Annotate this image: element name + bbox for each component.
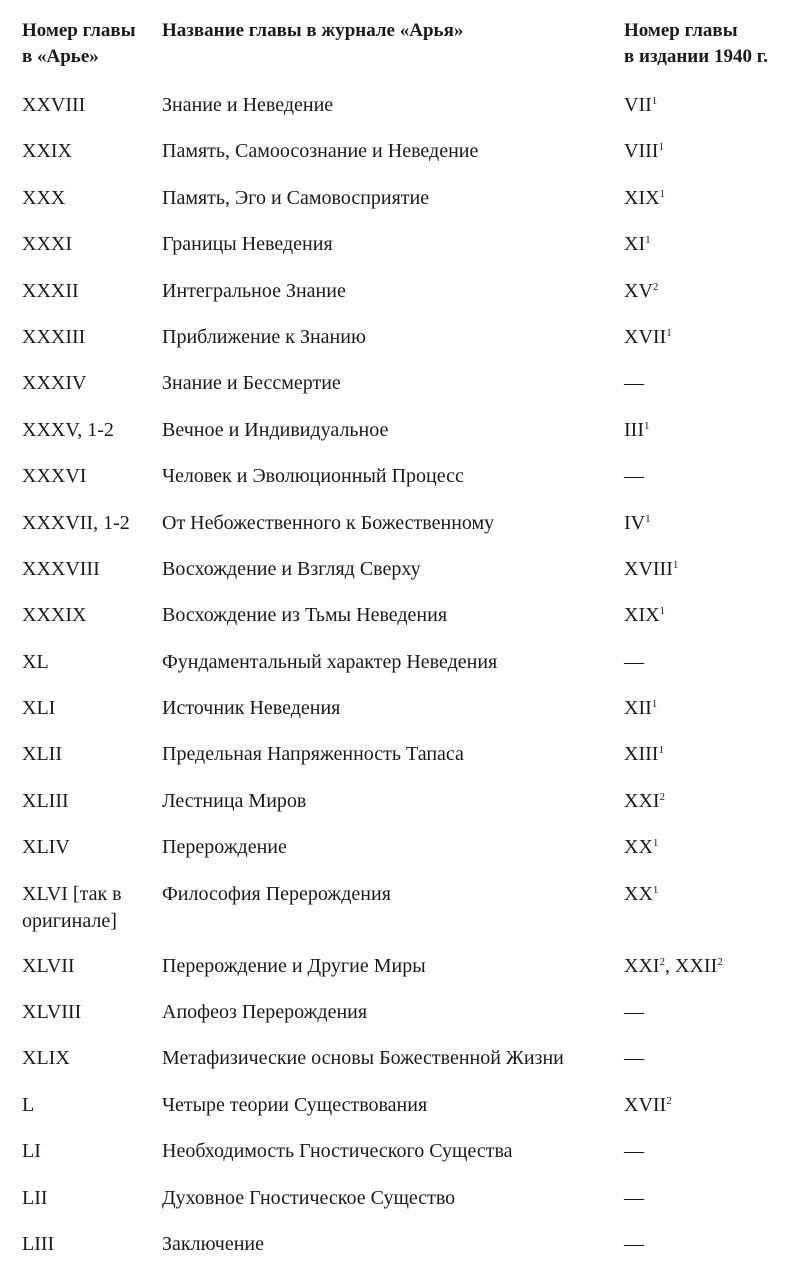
edition-1940-chapter-number bbox=[624, 999, 644, 1026]
arya-chapter-number: XXXV, 1-2 bbox=[22, 418, 114, 441]
edition-1940-chapter-number bbox=[624, 602, 665, 629]
arya-chapter-number: XXXVIII bbox=[22, 557, 100, 580]
arya-chapter-title: Вечное и Индивидуальное bbox=[162, 418, 389, 441]
footnote-marker: 1 bbox=[645, 512, 651, 525]
arya-chapter-title: Границы Неведения bbox=[162, 233, 333, 256]
edition-chapter-roman: — bbox=[624, 1186, 644, 1209]
table-row bbox=[0, 552, 800, 598]
edition-1940-chapter-number bbox=[624, 138, 664, 165]
edition-chapter-roman: XX bbox=[624, 836, 653, 859]
edition-chapter-roman: — bbox=[624, 1140, 644, 1163]
table-row bbox=[0, 784, 800, 830]
arya-chapter-number: XLII bbox=[22, 743, 62, 766]
edition-1940-chapter-number bbox=[624, 463, 644, 490]
table-row bbox=[0, 320, 800, 366]
table-row bbox=[0, 274, 800, 320]
arya-chapter-number: XXVIII bbox=[22, 94, 86, 116]
arya-chapter-title: Перерождение bbox=[162, 836, 287, 859]
arya-chapter-number: XXXIV bbox=[22, 372, 87, 395]
footnote-marker: 2 bbox=[666, 1094, 672, 1107]
table-row bbox=[0, 1181, 800, 1227]
header-arya-chapter-title: Название главы в журнале «Арья» bbox=[162, 20, 464, 41]
footnote-marker: 1 bbox=[672, 558, 679, 571]
arya-chapter-title: Перерождение и Другие Миры bbox=[162, 954, 426, 977]
edition-1940-chapter-number bbox=[624, 556, 678, 583]
footnote-marker: 1 bbox=[652, 883, 659, 896]
arya-chapter-title: Фундаментальный характер Неведения bbox=[162, 650, 498, 673]
arya-chapter-title: Четыре теории Существования bbox=[162, 1093, 428, 1116]
edition-chapter-roman: XII bbox=[624, 697, 652, 720]
edition-chapter-roman: XIII bbox=[624, 743, 659, 766]
arya-chapter-number: XXXIX bbox=[22, 604, 87, 627]
footnote-marker: 1 bbox=[658, 744, 664, 757]
edition-1940-chapter-number bbox=[624, 278, 658, 305]
table-row bbox=[0, 995, 800, 1041]
edition-chapter-roman: VII bbox=[624, 94, 652, 116]
arya-chapter-number: XLVI [так в оригинале] bbox=[22, 882, 122, 932]
edition-chapter-roman: , XXII bbox=[665, 954, 718, 977]
arya-chapter-number: LIII bbox=[22, 1232, 55, 1255]
arya-chapter-number: XLVII bbox=[22, 954, 75, 977]
table-row bbox=[0, 1088, 800, 1134]
table-row bbox=[0, 877, 800, 949]
arya-chapter-number: LII bbox=[22, 1186, 48, 1209]
arya-chapter-number: XL bbox=[22, 650, 49, 673]
edition-chapter-roman: — bbox=[624, 1232, 644, 1255]
edition-1940-chapter-number bbox=[624, 649, 644, 676]
edition-chapter-roman: — bbox=[624, 465, 644, 488]
arya-chapter-number: XXXIII bbox=[22, 325, 86, 348]
footnote-marker: 1 bbox=[666, 326, 672, 339]
edition-chapter-roman: XV bbox=[624, 279, 653, 302]
arya-chapter-number: XLIII bbox=[22, 789, 69, 812]
table-row bbox=[0, 1041, 800, 1087]
edition-chapter-roman: XIX bbox=[624, 186, 660, 209]
arya-chapter-title: Источник Неведения bbox=[162, 697, 341, 720]
edition-1940-chapter-number bbox=[624, 834, 658, 861]
table-row bbox=[0, 227, 800, 273]
footnote-marker: 1 bbox=[658, 141, 664, 154]
arya-chapter-title: Метафизические основы Божественной Жизни bbox=[162, 1047, 564, 1070]
table-row bbox=[0, 949, 800, 995]
table-row bbox=[0, 181, 800, 227]
edition-chapter-roman: XI bbox=[624, 233, 646, 256]
edition-1940-chapter-number bbox=[624, 510, 651, 537]
arya-chapter-number: XLVIII bbox=[22, 1001, 82, 1024]
footnote-marker: 1 bbox=[659, 187, 666, 200]
arya-chapter-title: Философия Перерождения bbox=[162, 882, 391, 905]
edition-chapter-roman: — bbox=[624, 1047, 644, 1070]
edition-1940-chapter-number bbox=[624, 324, 672, 351]
edition-chapter-roman: XX bbox=[624, 882, 653, 905]
table-row bbox=[0, 1134, 800, 1180]
edition-chapter-roman: III bbox=[624, 418, 644, 441]
footnote-marker: 1 bbox=[651, 697, 658, 710]
arya-chapter-title: Интегральное Знание bbox=[162, 279, 346, 302]
edition-chapter-roman: VIII bbox=[624, 140, 659, 163]
edition-1940-chapter-number bbox=[624, 1138, 644, 1165]
edition-1940-chapter-number bbox=[624, 185, 665, 212]
arya-chapter-number: XXIX bbox=[22, 140, 72, 163]
footnote-marker: 1 bbox=[652, 837, 659, 850]
edition-chapter-roman: XIX bbox=[624, 604, 660, 627]
arya-chapter-number: XXX bbox=[22, 186, 66, 209]
edition-chapter-roman: XVII bbox=[624, 1093, 667, 1116]
table-header bbox=[0, 18, 800, 78]
edition-1940-chapter-number bbox=[624, 953, 723, 980]
footnote-marker: 2 bbox=[652, 280, 659, 293]
arya-chapter-title: Знание и Бессмертие bbox=[162, 372, 341, 395]
edition-chapter-roman: XVIII bbox=[624, 557, 673, 580]
arya-chapter-number: XXXII bbox=[22, 279, 79, 302]
footnote-marker: 2 bbox=[659, 955, 666, 968]
edition-chapter-roman: — bbox=[624, 372, 644, 395]
edition-chapter-roman: XXI bbox=[624, 954, 660, 977]
arya-chapter-number: XLIX bbox=[22, 1047, 70, 1070]
arya-chapter-title: Духовное Гностическое Существо bbox=[162, 1186, 456, 1209]
edition-1940-chapter-number bbox=[624, 92, 657, 119]
edition-1940-chapter-number bbox=[624, 741, 664, 768]
arya-chapter-number: XLIV bbox=[22, 836, 70, 859]
table-row bbox=[0, 506, 800, 552]
edition-1940-chapter-number bbox=[624, 788, 665, 815]
arya-chapter-number: L bbox=[22, 1093, 35, 1116]
table-row bbox=[0, 598, 800, 644]
arya-chapter-title: Предельная Напряженность Тапаса bbox=[162, 743, 464, 766]
arya-chapter-title: Память, Самоосознание и Неведение bbox=[162, 140, 479, 163]
arya-chapter-title: Память, Эго и Самовосприятие bbox=[162, 186, 430, 209]
edition-chapter-roman: — bbox=[624, 1001, 644, 1024]
edition-1940-chapter-number bbox=[624, 417, 649, 444]
edition-1940-chapter-number bbox=[624, 1045, 644, 1072]
arya-chapter-title: Восхождение из Тьмы Неведения bbox=[162, 604, 448, 627]
table-row bbox=[0, 737, 800, 783]
arya-chapter-title: Необходимость Гностического Существа bbox=[162, 1140, 513, 1163]
edition-chapter-roman: XVII bbox=[624, 325, 667, 348]
arya-chapter-title: Приближение к Знанию bbox=[162, 325, 366, 348]
edition-1940-chapter-number bbox=[624, 1231, 644, 1258]
table-row bbox=[0, 88, 800, 134]
edition-1940-chapter-number bbox=[624, 1185, 644, 1212]
edition-chapter-roman: IV bbox=[624, 511, 646, 534]
edition-1940-chapter-number bbox=[624, 370, 644, 397]
arya-chapter-title: Лестница Миров bbox=[162, 789, 307, 812]
table-row bbox=[0, 134, 800, 180]
arya-chapter-title: Заключение bbox=[162, 1232, 264, 1255]
table-row bbox=[0, 366, 800, 412]
edition-1940-chapter-number bbox=[624, 695, 657, 722]
arya-chapter-title: От Небожественного к Божественному bbox=[162, 511, 495, 534]
edition-chapter-roman: XXI bbox=[624, 789, 660, 812]
table-row bbox=[0, 830, 800, 876]
table-row bbox=[0, 645, 800, 691]
arya-chapter-number: XLI bbox=[22, 697, 56, 720]
footnote-marker: 1 bbox=[643, 419, 650, 432]
arya-chapter-number: LI bbox=[22, 1140, 41, 1163]
table-row bbox=[0, 413, 800, 459]
header-arya-chapter-number: Номер главы в «Арье» bbox=[22, 20, 136, 67]
footnote-marker: 2 bbox=[717, 955, 723, 968]
arya-chapter-number: XXXVI bbox=[22, 465, 87, 488]
edition-1940-chapter-number bbox=[624, 231, 651, 258]
arya-chapter-title: Апофеоз Перерождения bbox=[162, 1001, 368, 1024]
arya-chapter-title: Восхождение и Взгляд Сверху bbox=[162, 557, 421, 580]
footnote-marker: 2 bbox=[659, 790, 666, 803]
edition-1940-chapter-number bbox=[624, 881, 658, 908]
footnote-marker: 1 bbox=[651, 94, 658, 107]
arya-chapter-title: Человек и Эволюционный Процесс bbox=[162, 465, 464, 488]
arya-chapter-number: XXXI bbox=[22, 233, 72, 256]
footnote-marker: 1 bbox=[659, 605, 666, 618]
header-1940-chapter-number: Номер главы в издании 1940 г. bbox=[624, 20, 768, 67]
edition-1940-chapter-number bbox=[624, 1092, 672, 1119]
table-body bbox=[0, 88, 800, 1273]
footnote-marker: 1 bbox=[645, 234, 651, 247]
arya-chapter-title: Знание и Неведение bbox=[162, 94, 334, 116]
arya-chapter-number: XXXVII, 1-2 bbox=[22, 511, 130, 534]
edition-chapter-roman: — bbox=[624, 650, 644, 673]
table-row bbox=[0, 459, 800, 505]
table-row bbox=[0, 691, 800, 737]
table-row bbox=[0, 1227, 800, 1273]
